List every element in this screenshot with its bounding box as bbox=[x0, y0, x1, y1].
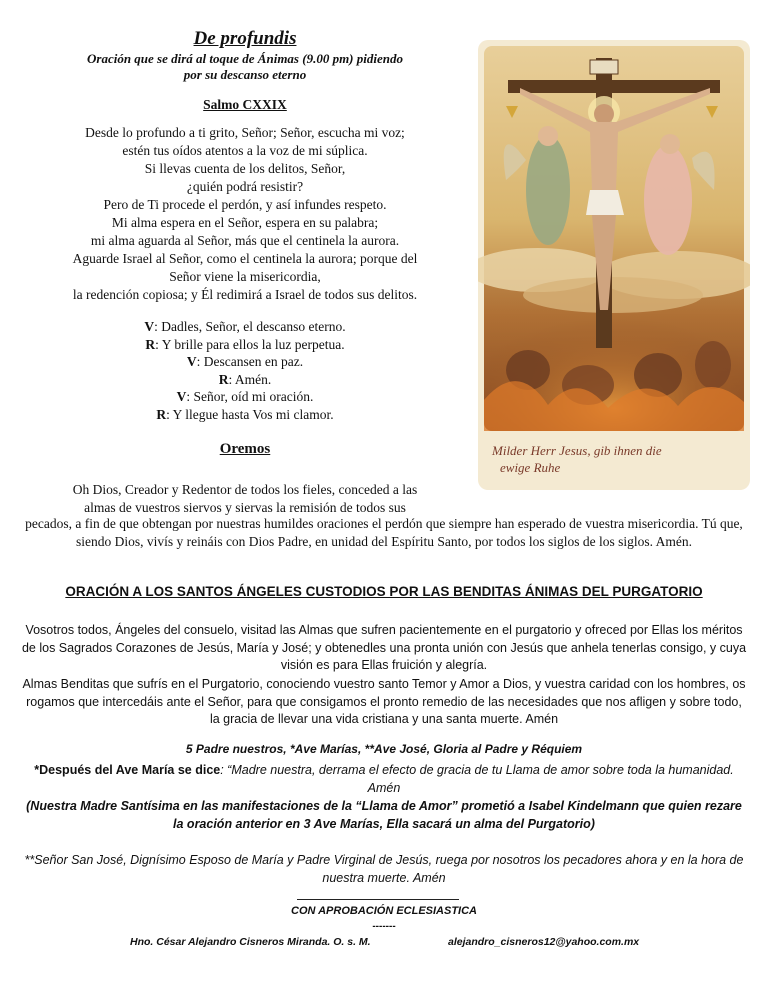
versicle bbox=[60, 353, 430, 371]
psalm-line: Si llevas cuenta de los delitos, Señor, bbox=[144, 161, 346, 176]
section2-title: ORACIÓN A LOS SANTOS ÁNGELES CUSTODIOS POR LAS BENDITAS ÁNIMAS DEL PURGATORIO bbox=[65, 584, 703, 599]
psalm-line: Desde lo profundo a ti grito, Señor; Señor, escucha mi voz; bbox=[85, 125, 405, 140]
versicle bbox=[60, 388, 430, 406]
versicle-text: : Amén. bbox=[228, 371, 272, 387]
prayer-count: 5 Padre nuestros, *Ave Marías, **Ave José, Gloria al Padre y Réquiem bbox=[185, 742, 583, 756]
oremos-line: almas de vuestros siervos y siervas la remisión de todos sus bbox=[84, 499, 406, 515]
psalm-line: Señor viene la misericordia, bbox=[169, 269, 321, 284]
san-jose-prayer: **Señor San José, Dignísimo Esposo de María y Padre Virginal de Jesús, ruega por nosotros los pecadores ahora y en la hora de nuestra muerte. Amén bbox=[24, 853, 744, 885]
author-email: alejandro_cisneros12@yahoo.com.mx bbox=[448, 936, 640, 948]
section2-paragraph: Almas Benditas que sufrís en el Purgatorio, conociendo vuestro santo Temor y Amor a Dios, y vuestra caridad con los hombres, os rogamos que intercedáis ante el Señor, para que consigamos el pronto remedio de las necesidades que nos afligen y sobre todo, la gracia de llevar una vida cristiana y una santa muerte. Amén bbox=[22, 677, 746, 726]
after-ave-label: *Después del Ave María se dice bbox=[34, 763, 221, 777]
psalm-line: mi alma aguarda al Señor, más que el centinela la aurora. bbox=[90, 233, 400, 248]
versicle bbox=[60, 371, 430, 389]
versicle-mark: V bbox=[186, 354, 197, 369]
approval-note: CON APROBACIÓN ECLESIASTICA bbox=[291, 905, 477, 917]
after-ave-note bbox=[20, 761, 748, 797]
versicle-text: : Descansen en paz. bbox=[196, 354, 304, 369]
oremos-title: Oremos bbox=[219, 441, 271, 457]
subtitle-line: por su descanso eterno bbox=[183, 67, 307, 82]
oremos-text-top bbox=[20, 481, 470, 516]
psalm-line: la redención copiosa; y Él redimirá a Israel de todos sus delitos. bbox=[72, 287, 418, 302]
versicle-mark: R bbox=[156, 406, 167, 422]
kindelmann-note: (Nuestra Madre Santísima en las manifestaciones de la “Llama de Amor” prometió a Isabel Kindelmann que quien rezare la oración anterior en 3 Ave Marías, Ella sacará un alma del Purgatorio) bbox=[26, 799, 742, 831]
oremos-line: Oh Dios, Creador y Redentor de todos los fieles, conceded a las bbox=[72, 482, 418, 497]
versicle-text: : Y llegue hasta Vos mi clamor. bbox=[166, 406, 334, 422]
psalm-title: Salmo CXXIX bbox=[203, 97, 287, 112]
page-title: De profundis bbox=[193, 28, 297, 49]
signature-rule bbox=[297, 899, 459, 900]
image-caption-line2: ewige Ruhe bbox=[500, 460, 561, 475]
subtitle-line: Oración que se dirá al toque de Ánimas (9.00 pm) pidiendo bbox=[87, 51, 403, 66]
versicle-text: : Y brille para ellos la luz perpetua. bbox=[155, 336, 345, 352]
versicle bbox=[60, 406, 430, 424]
versicle-text: : Dadles, Señor, el descanso eterno. bbox=[154, 319, 346, 334]
versicle-mark: R bbox=[218, 371, 229, 387]
versicle-mark: V bbox=[144, 319, 155, 334]
section2-paragraph: Vosotros todos, Ángeles del consuelo, visitad las Almas que sufren pacientemente en el purgatorio y ofreced por Ellas los méritos de los Sagrados Corazones de Jesús, María y José; y obtenedles una pronta unión con Jesús que anhela tenerlas consigo, y cuya visión es para Ellas fruición y alegría. bbox=[21, 623, 747, 672]
psalm-line: Aguarde Israel al Señor, como el centinela la aurora; porque del bbox=[72, 251, 418, 266]
versicle-text: : Señor, oíd mi oración. bbox=[186, 389, 314, 404]
crucifixion-image bbox=[478, 40, 750, 490]
oremos-text-rest: pecados, a fin de que obtengan por nuestras humildes oraciones el perdón que siempre han esperado de vuestra misericordia. Tú que, siendo Dios, vivís y reináis con Dios Padre, en unidad del Espíritu Santo, por todos los siglos de los siglos. Amén. bbox=[25, 516, 743, 549]
psalm-text bbox=[20, 124, 470, 304]
author-name: Hno. César Alejandro Cisneros Miranda. O. s. M. bbox=[130, 936, 371, 948]
image-caption-line1: Milder Herr Jesus, gib ihnen die bbox=[492, 443, 662, 458]
versicle-mark: R bbox=[145, 336, 156, 352]
psalm-line: estén tus oídos atentos a la voz de mi súplica. bbox=[122, 143, 368, 158]
psalm-line: Mi alma espera en el Señor, espera en su palabra; bbox=[111, 215, 379, 230]
dashes-divider: ------- bbox=[372, 921, 396, 932]
versicle bbox=[60, 318, 430, 336]
after-ave-text: : “Madre nuestra, derrama el efecto de gracia de tu Llama de amor sobre toda la humanidad. Amén bbox=[220, 763, 734, 795]
page-subtitle bbox=[30, 51, 460, 83]
versicle-mark: V bbox=[176, 389, 187, 404]
versicles bbox=[60, 318, 430, 423]
versicle bbox=[60, 336, 430, 354]
psalm-line: Pero de Ti procede el perdón, y así infundes respeto. bbox=[103, 197, 387, 212]
psalm-line: ¿quién podrá resistir? bbox=[186, 179, 304, 194]
